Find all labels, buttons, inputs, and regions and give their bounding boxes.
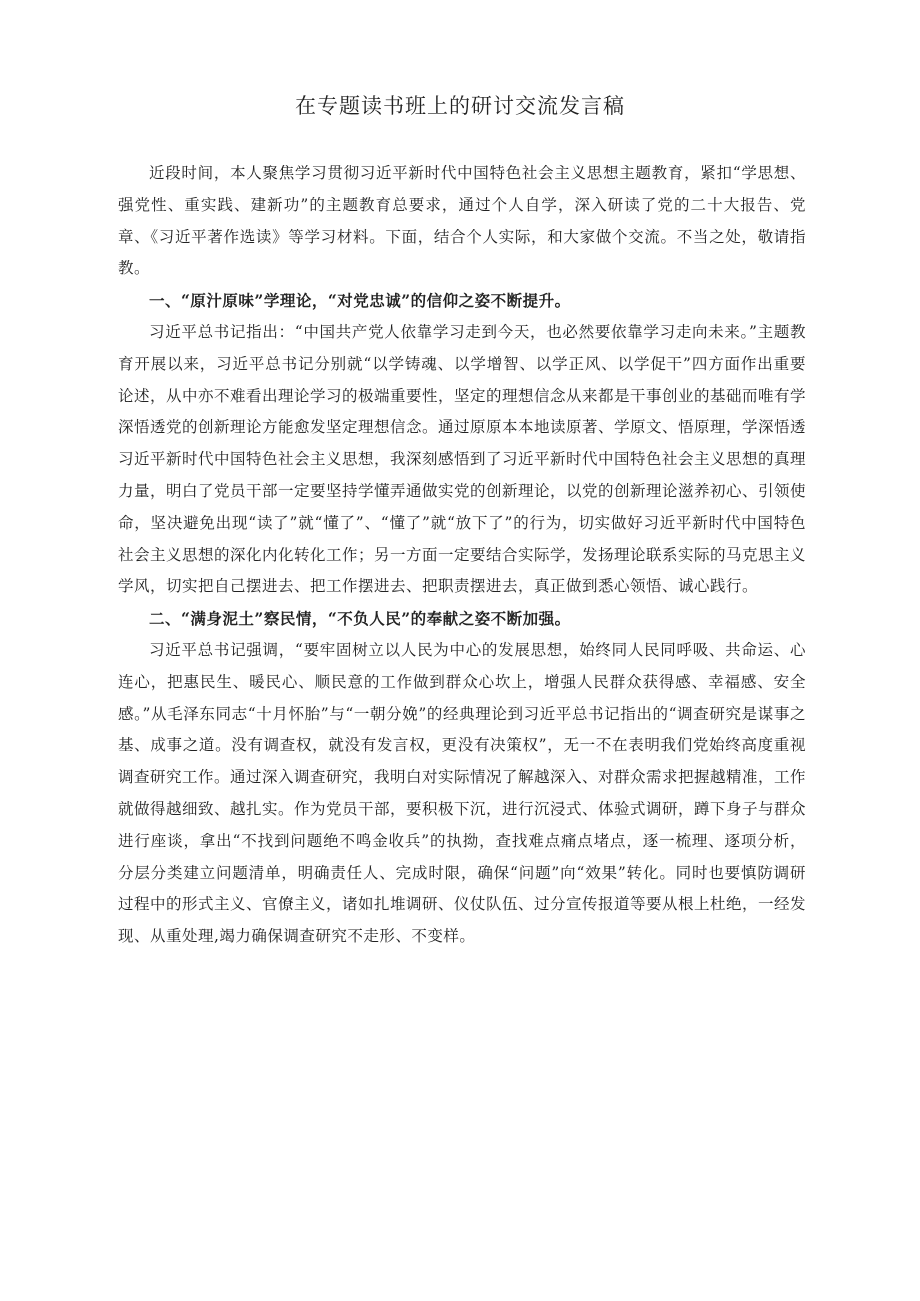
paragraph-section-2: 习近平总书记强调，“要牢固树立以人民为中心的发展思想，始终同人民同呼吸、共命运、心连心，把惠民生、暖民心、顺民意的工作做到群众心坎上，增强人民群众获得感、幸福感、安全感。”从毛泽东同志“十月怀胎”与“一朝分娩”的经典理论到习近平总书记指出的“调查研究是谋事之基、成事之道。没有调查权，就没有发言权，更没有决策权”，无一不在表明我们党始终高度重视调查研究工作。通过深入调查研究，我明白对实际情况了解越深入、对群众需求把握越精准，工作就做得越细致、越扎实。作为党员干部，要积极下沉，进行沉浸式、体验式调研，蹲下身子与群众进行座谈，拿出“不找到问题绝不鸣金收兵”的执拗，查找难点痛点堵点，逐一梳理、逐项分析，分层分类建立问题清单，明确责任人、完成时限，确保“问题”向“效果”转化。同时也要慎防调研过程中的形式主义、官僚主义，诸如扎堆调研、仪仗队伍、过分宣传报道等要从根上杜绝，一经发现、从重处理,竭力确保调查研究不走形、不变样。 xyxy=(118,640,807,946)
section-heading-2: 二、“满身泥土”察民情，“不负人民”的奉献之姿不断加强。 xyxy=(149,609,571,629)
section-heading-1: 一、“原汁原味”学理论，“对党忠诚”的信仰之姿不断提升。 xyxy=(149,291,571,311)
document-title: 在专题读书班上的研讨交流发言稿 xyxy=(295,94,625,118)
document-body xyxy=(118,158,806,953)
paragraph-intro: 近段时间，本人聚焦学习贯彻习近平新时代中国特色社会主义思想主题教育，紧扣“学思想、强党性、重实践、建新功”的主题教育总要求，通过个人自学，深入研读了党的二十大报告、党章、《习近平著作选读》等学习材料。下面，结合个人实际，和大家做个交流。不当之处，敬请指教。 xyxy=(118,164,806,278)
paragraph-section-1: 习近平总书记指出：“中国共产党人依靠学习走到今天，也必然要依靠学习走向未来。”主题教育开展以来，习近平总书记分别就“以学铸魂、以学增智、以学正风、以学促干”四方面作出重要论述，从中亦不难看出理论学习的极端重要性，坚定的理想信念从来都是干事创业的基础而唯有学深悟透党的创新理论方能愈发坚定理想信念。通过原原本本地读原著、学原文、悟原理，学深悟透习近平新时代中国特色社会主义思想，我深刻感悟到了习近平新时代中国特色社会主义思想的真理力量，明白了党员干部一定要坚持学懂弄通做实党的创新理论，以党的创新理论滋养初心、引领使命，坚决避免出现“读了”就“懂了”、“懂了”就“放下了”的行为，切实做好习近平新时代中国特色社会主义思想的深化内化转化工作；另一方面一定要结合实际学，发扬理论联系实际的马克思主义学风，切实把自己摆进去、把工作摆进去、把职责摆进去，真正做到悉心领悟、诚心践行。 xyxy=(118,322,807,596)
